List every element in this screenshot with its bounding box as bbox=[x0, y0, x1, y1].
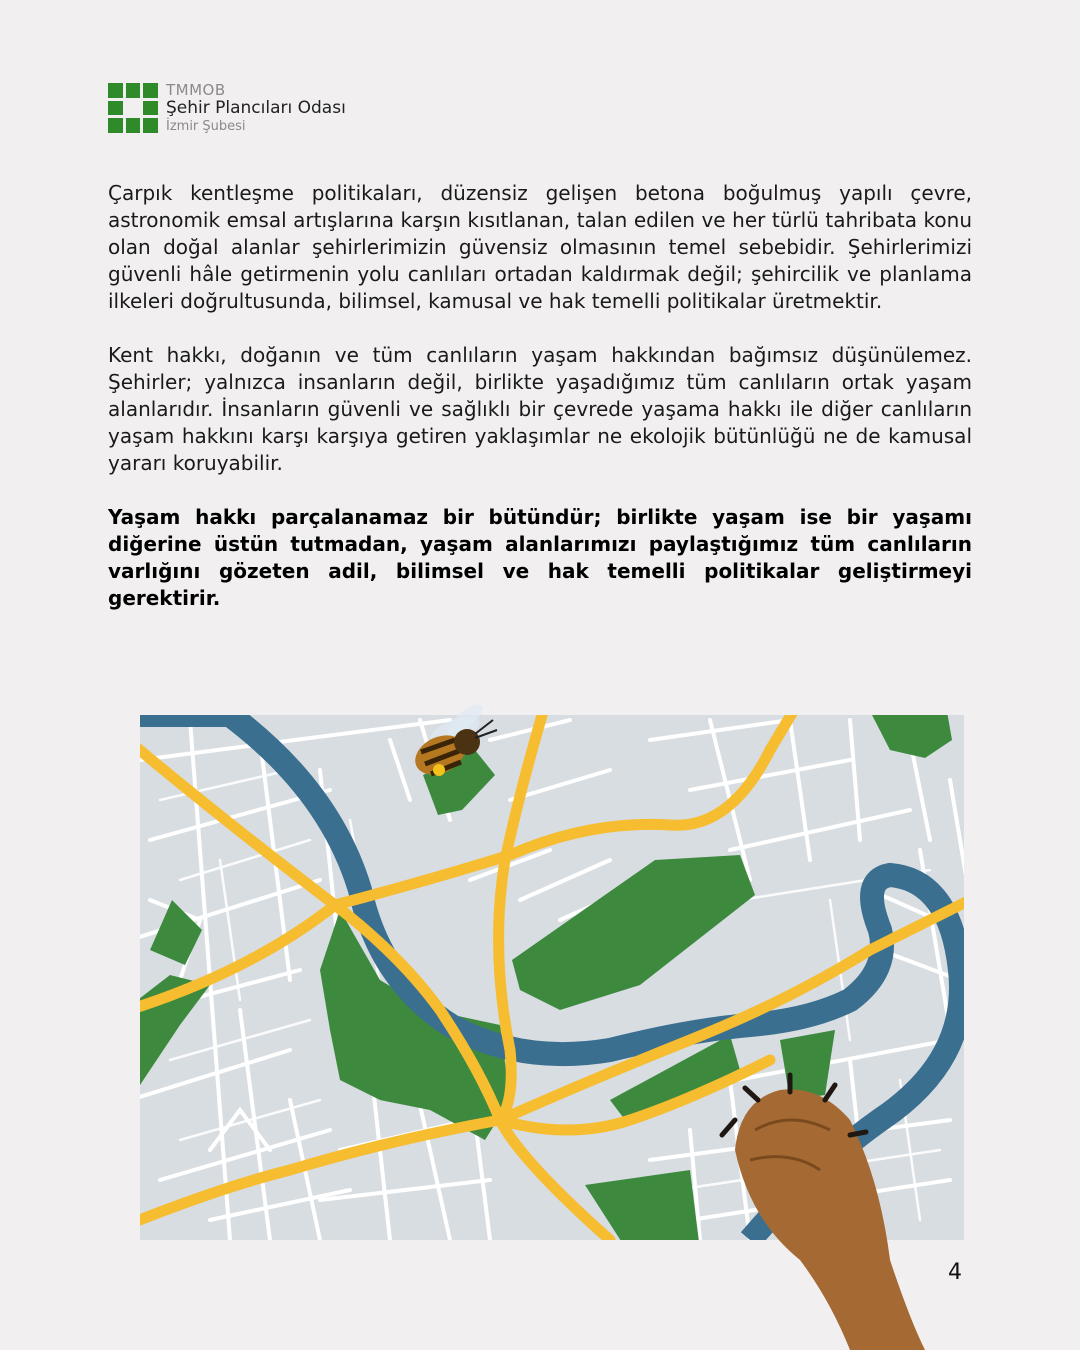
logo-name: Şehir Plancıları Odası bbox=[166, 98, 346, 118]
paragraph-3-emphasis: Yaşam hakkı parçalanamaz bir bütündür; birlikte yaşam ise bir yaşamı diğerine üstün tutmadan, yaşam alanlarımızı paylaştığımız tüm canlıların varlığını gözeten adil, bilimsel ve hak temelli politikalar geliştirmeyi gerektirir. bbox=[108, 505, 972, 610]
paragraph-2: Kent hakkı, doğanın ve tüm canlıların yaşam hakkından bağımsız düşünülemez. Şehirler; yalnızca insanların değil, birlikte yaşadığımız tüm canlıların ortak yaşam alanlarıdır. İnsanların güvenli ve sağlıklı bir çevrede yaşama hakkı ile diğer canlıların yaşam hakkını karşı karşıya getiren yaklaşımlar ne ekolojik bütünlüğü ne de kamusal yararı koruyabilir. bbox=[108, 343, 972, 475]
city-map-illustration bbox=[90, 680, 990, 1350]
logo-grid-icon bbox=[108, 83, 158, 133]
logo bbox=[108, 82, 346, 134]
article-body bbox=[108, 180, 972, 639]
paragraph-1: Çarpık kentleşme politikaları, düzensiz gelişen betona boğulmuş yapılı çevre, astronomik emsal artışlarına karşın kısıtlanan, talan edilen ve her türlü tahribata konu olan doğal alanlar şehirlerimizin güvensiz olmasının temel sebebidir. Şehirlerimizi güvenli hâle getirmenin yolu canlıları ortadan kaldırmak değil; şehircilik ve planlama ilkeleri doğrultusunda, bilimsel, kamusal ve hak temelli politikalar üretmektir. bbox=[108, 181, 972, 313]
logo-branch: İzmir Şubesi bbox=[166, 119, 246, 134]
logo-org: TMMOB bbox=[166, 81, 226, 99]
page-number: 4 bbox=[948, 1260, 962, 1285]
